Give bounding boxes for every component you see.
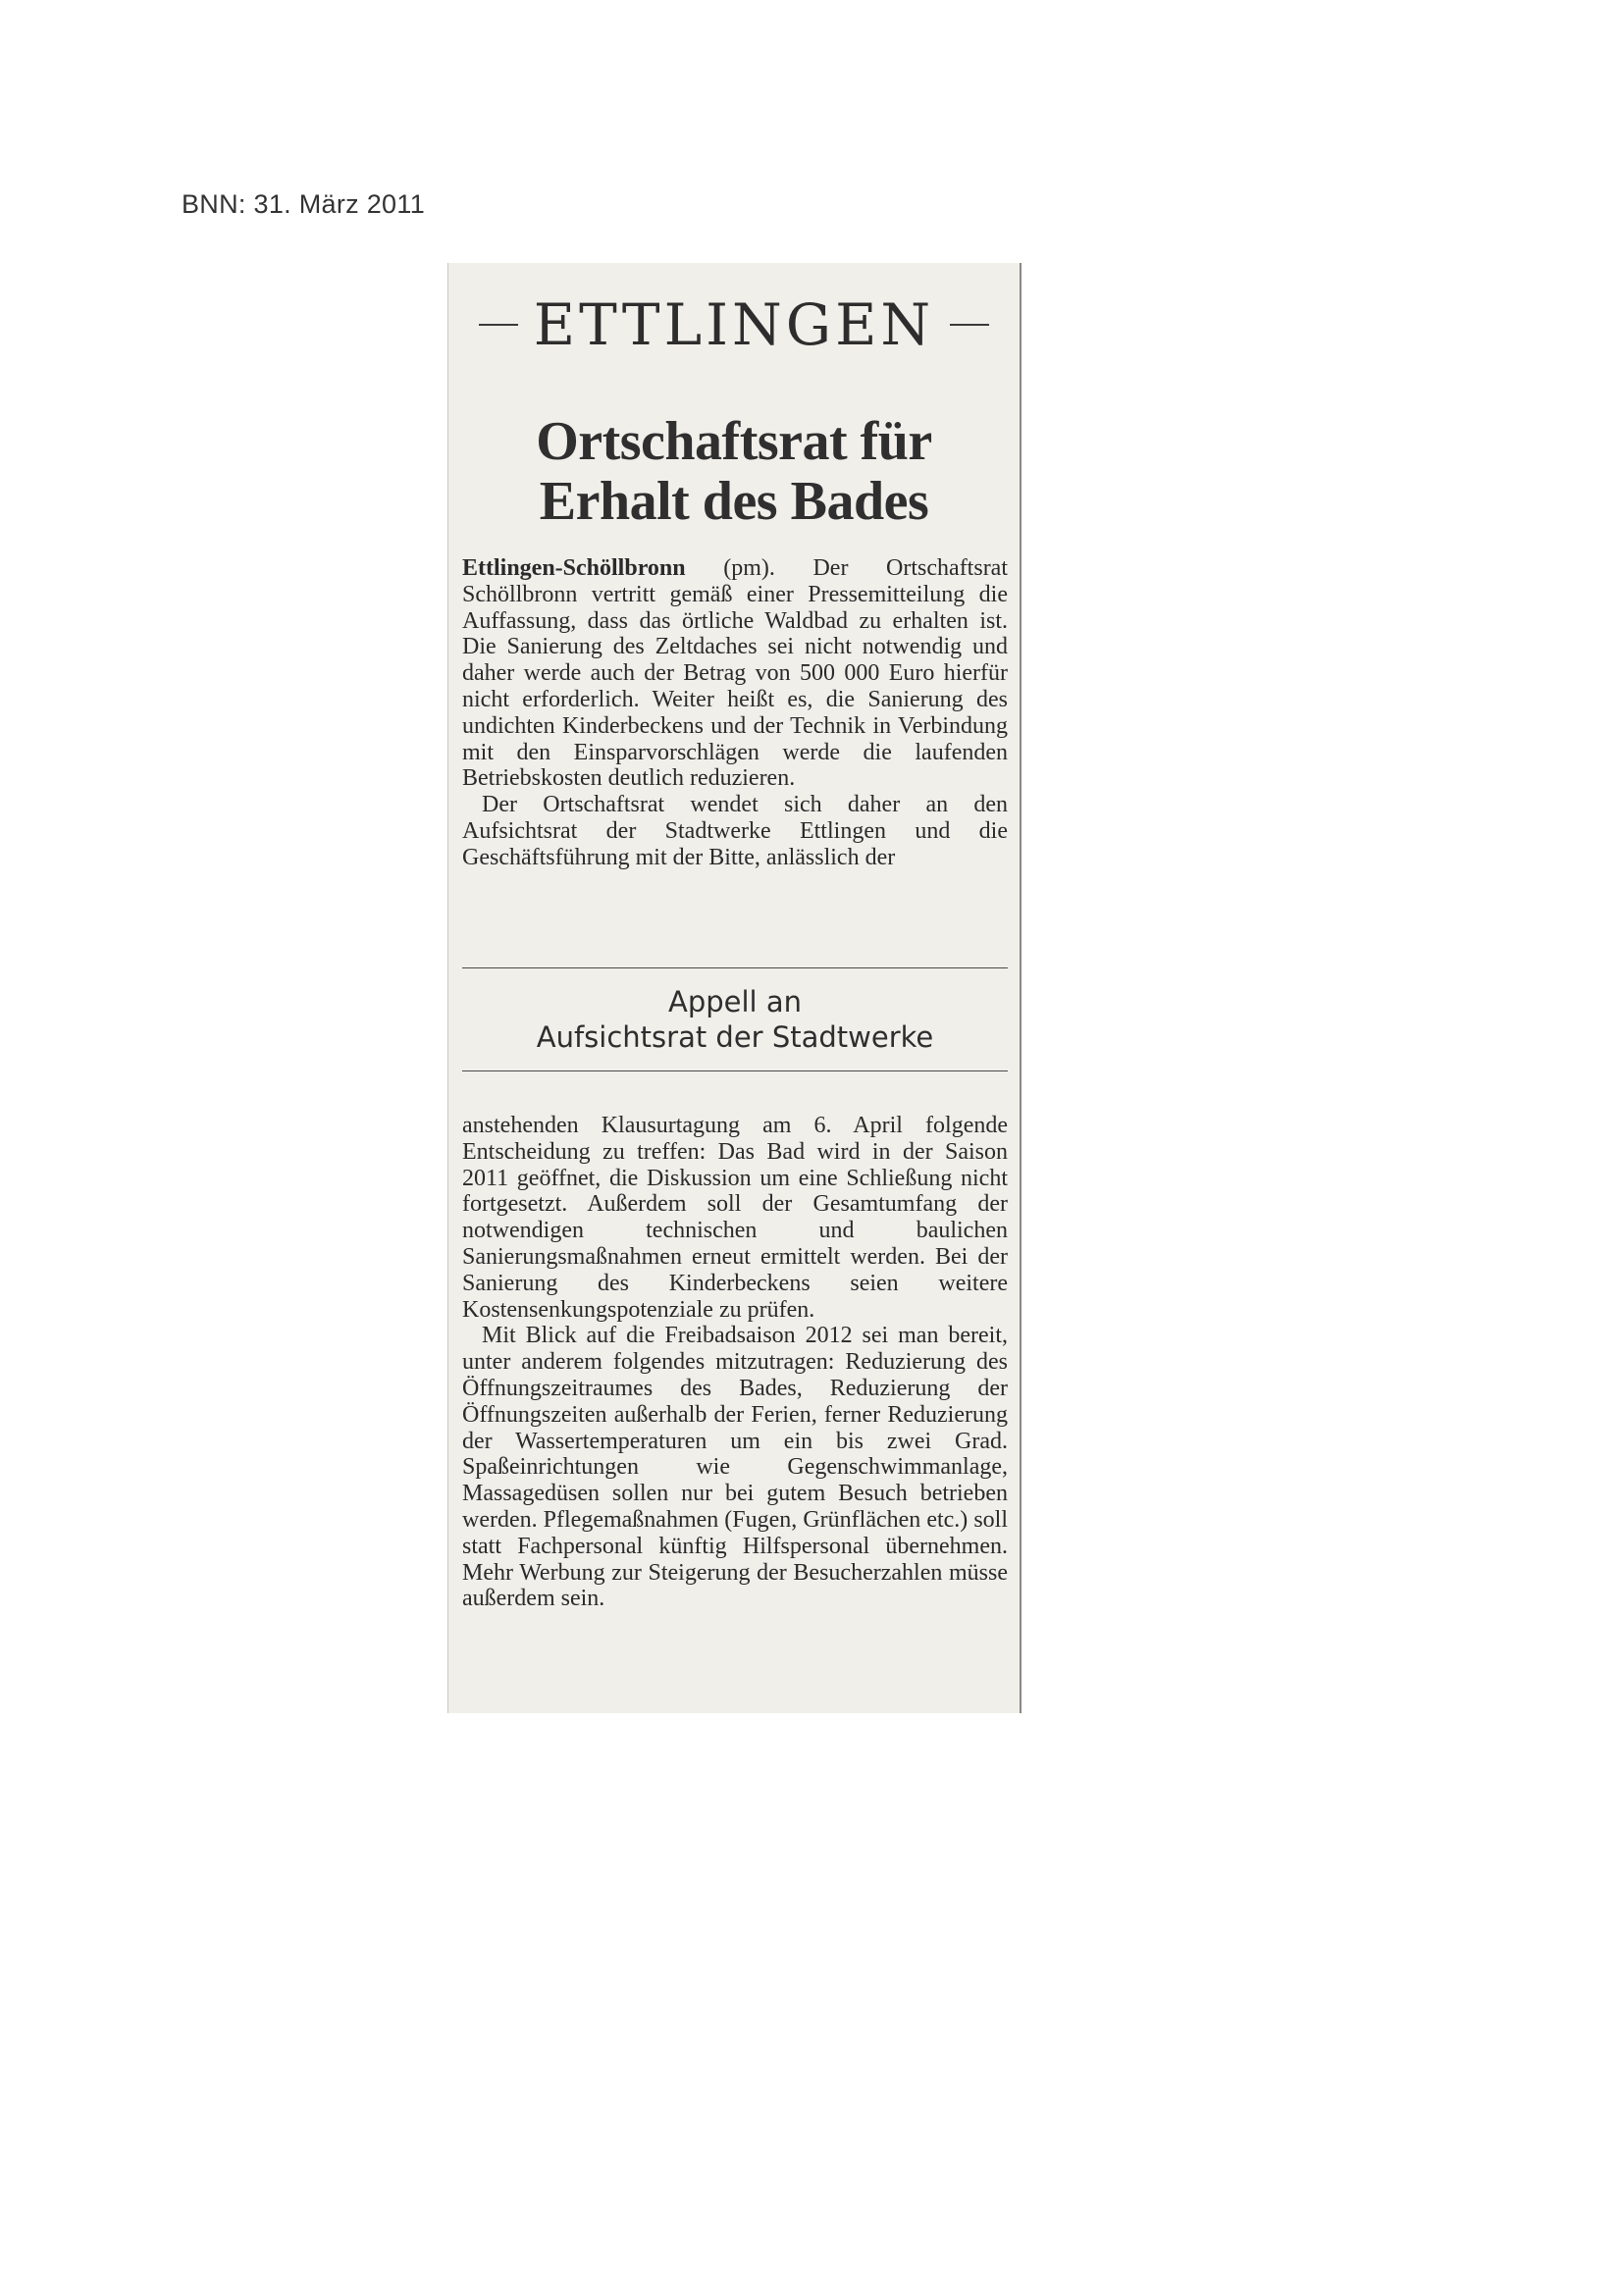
header-rule-right [950, 324, 989, 326]
subheading-line-2: Aufsichtsrat der Stadtwerke [536, 1020, 934, 1054]
subheading-box [462, 967, 1008, 1071]
article-headline [448, 412, 1020, 532]
article-paragraph-2: Der Ortschaftsrat wendet sich daher an den Aufsichtsrat der Stadtwerke Ettlingen und die Geschäftsführung mit der Bitte, anlässlich der [462, 792, 1008, 870]
article-paragraph-3: anstehenden Klausurtagung am 6. April folgende Entscheidung zu treffen: Das Bad wird in der Saison 2011 geöffnet, die Diskussion um eine Schließung nicht fortgesetzt. Außerdem soll der Gesamtumfang der notwendigen technischen und baulichen Sanierungsmaßnahmen erneut ermittelt werden. Bei der Sanierung des Kinderbeckens seien weitere Kostensenkungspotenziale zu prüfen. [462, 1113, 1008, 1323]
article-dateline: Ettlingen-Schöllbronn [462, 555, 686, 581]
article-body-part-1 [462, 555, 1008, 871]
paragraph-1-text: (pm). Der Ortschaftsrat Schöllbronn vertritt gemäß einer Pressemitteilung die Auffassung, dass das örtliche Waldbad zu erhalten ist. Die Sanierung des Zeltdaches sei nicht notwendig und daher werde auch der Betrag von 500 000 Euro hierfür nicht erforderlich. Weiter heißt es, die Sanierung des undichten Kinderbeckens und der Technik in Verbindung mit den Einsparvorschlägen werde die laufenden Betriebskosten deutlich reduzieren. [462, 555, 1008, 792]
newspaper-clipping [447, 263, 1021, 1713]
headline-line-2: Erhalt des Bades [539, 471, 929, 532]
article-subheading [462, 984, 1008, 1055]
subheading-line-1: Appell an [668, 985, 802, 1018]
article-paragraph-4: Mit Blick auf die Freibadsaison 2012 sei man bereit, unter anderem folgendes mitzutragen: Reduzierung des Öffnungszeitraumes des Bades, Reduzierung der Öffnungszeiten außerhalb der Ferien, ferner Reduzierung der Wassertemperaturen um ein bis zwei Grad. Spaßeinrichtungen wie Gegenschwimmanlage, Massagedüsen sollen nur bei gutem Besuch betrieben werden. Pflegemaßnahmen (Fugen, Grünflächen etc.) soll statt Fachpersonal künftig Hilfspersonal übernehmen. Mehr Werbung zur Steigerung der Besucherzahlen müsse außerdem sein. [462, 1323, 1008, 1612]
header-rule-left [479, 324, 518, 326]
section-name: ETTLINGEN [533, 291, 935, 358]
article-body-part-2 [462, 1113, 1008, 1612]
section-header [448, 283, 1020, 367]
scan-source-note: BNN: 31. März 2011 [182, 189, 426, 219]
article-paragraph-1 [462, 555, 1008, 792]
headline-line-1: Ortschaftsrat für [536, 411, 932, 472]
